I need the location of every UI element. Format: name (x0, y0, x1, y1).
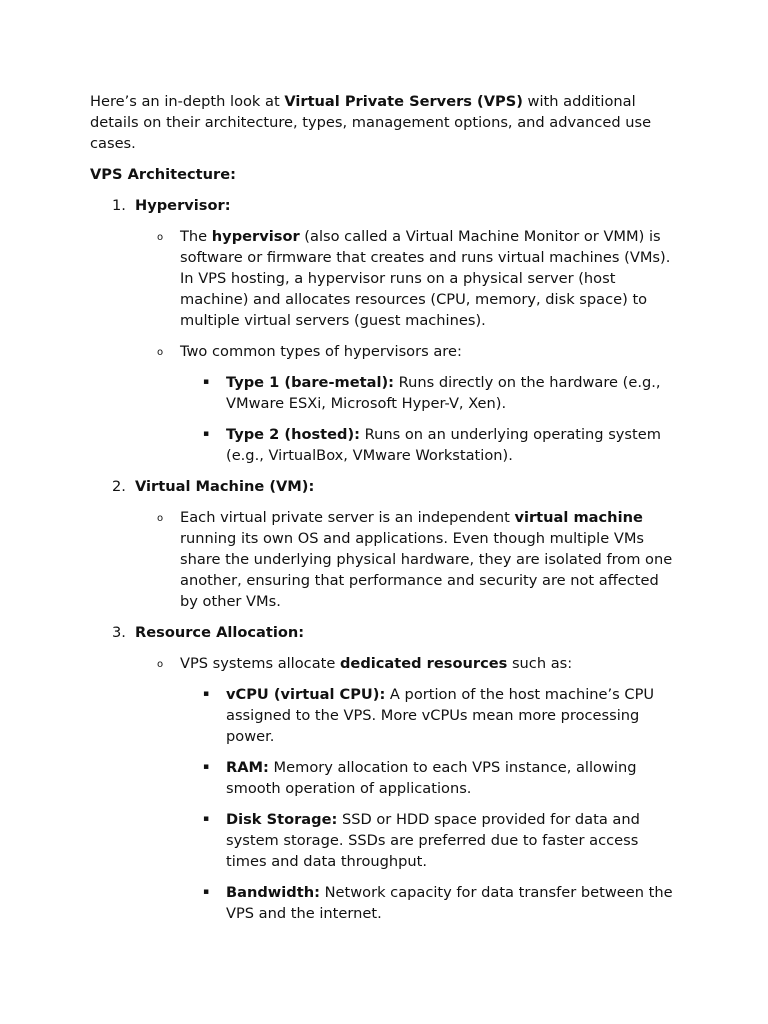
bold-term: RAM: (226, 759, 269, 776)
bullet-text: Runs on an underlying operating system (e.g., VirtualBox, VMware Workstation). (226, 426, 661, 464)
square-bullet-icon: ▪ (203, 887, 210, 897)
sub-sub-bullet (90, 882, 680, 924)
bold-term: Type 1 (bare-metal): (226, 374, 394, 391)
sub-bullet (90, 653, 680, 674)
bold-term: hypervisor (211, 228, 300, 245)
square-bullet-icon: ▪ (203, 814, 210, 824)
bold-term: Type 2 (hosted): (226, 426, 360, 443)
list-item-title: Hypervisor: (135, 197, 231, 214)
paragraph-text: Two common types of hypervisors are: (180, 343, 462, 360)
paragraph-text: VPS systems allocate (180, 655, 340, 672)
sub-bullet (90, 507, 680, 612)
section-heading: VPS Architecture: (90, 166, 236, 183)
sub-sub-bullet (90, 684, 680, 747)
intro-paragraph (90, 91, 680, 154)
sub-sub-bullet (90, 372, 680, 414)
square-bullet-icon: ▪ (203, 377, 210, 387)
square-bullet-icon: ▪ (203, 429, 210, 439)
circle-bullet-icon: o (157, 513, 164, 524)
bullet-text: SSD or HDD space provided for data and system storage. SSDs are preferred due to faster access times and data throughput. (226, 811, 640, 870)
circle-bullet-icon: o (157, 232, 164, 243)
intro-text-end: with additional details on their architecture, types, management options, and advanced use cases. (90, 93, 652, 152)
square-bullet-icon: ▪ (203, 689, 210, 699)
sub-bullet (90, 226, 680, 331)
list-item-virtual-machine (90, 476, 680, 497)
list-number: 1. (112, 197, 126, 214)
bold-term: vCPU (virtual CPU): (226, 686, 386, 703)
sub-sub-bullet (90, 424, 680, 466)
list-number: 3. (112, 624, 126, 641)
sub-sub-bullet (90, 757, 680, 799)
bullet-text: Network capacity for data transfer between the VPS and the internet. (226, 884, 673, 922)
bullet-text: Runs directly on the hardware (e.g., VMware ESXi, Microsoft Hyper-V, Xen). (226, 374, 661, 412)
sub-bullet (90, 341, 680, 362)
paragraph-text: (also called a Virtual Machine Monitor or VMM) is software or firmware that creates and runs virtual machines (VMs). In VPS hosting, a hypervisor runs on a physical server (host machine) and allocates resources (CPU, memory, disk space) to multiple virtual servers (guest machines). (180, 228, 671, 329)
paragraph-text: running its own OS and applications. Even though multiple VMs share the underlying physical hardware, they are isolated from one another, ensuring that performance and security are not affected by other VMs. (180, 530, 673, 610)
circle-bullet-icon: o (157, 659, 164, 670)
circle-bullet-icon: o (157, 347, 164, 358)
bold-term: virtual machine (514, 509, 643, 526)
intro-text-start: Here’s an in-depth look at (90, 93, 285, 110)
bullet-text: Memory allocation to each VPS instance, allowing smooth operation of applications. (226, 759, 637, 797)
bold-term: Bandwidth: (226, 884, 320, 901)
list-item-resource-allocation (90, 622, 680, 643)
bold-term: dedicated resources (339, 655, 508, 672)
intro-bold-term: Virtual Private Servers (VPS) (284, 93, 523, 110)
list-item-hypervisor (90, 195, 680, 216)
list-item-title: Virtual Machine (VM): (135, 478, 315, 495)
paragraph-text: The (180, 228, 212, 245)
paragraph-text: Each virtual private server is an independent (180, 509, 515, 526)
list-item-title: Resource Allocation: (135, 624, 305, 641)
bullet-text: A portion of the host machine’s CPU assigned to the VPS. More vCPUs mean more processing power. (226, 686, 655, 745)
square-bullet-icon: ▪ (203, 762, 210, 772)
bold-term: Disk Storage: (226, 811, 338, 828)
sub-sub-bullet (90, 809, 680, 872)
paragraph-text: such as: (507, 655, 573, 672)
list-number: 2. (112, 478, 126, 495)
